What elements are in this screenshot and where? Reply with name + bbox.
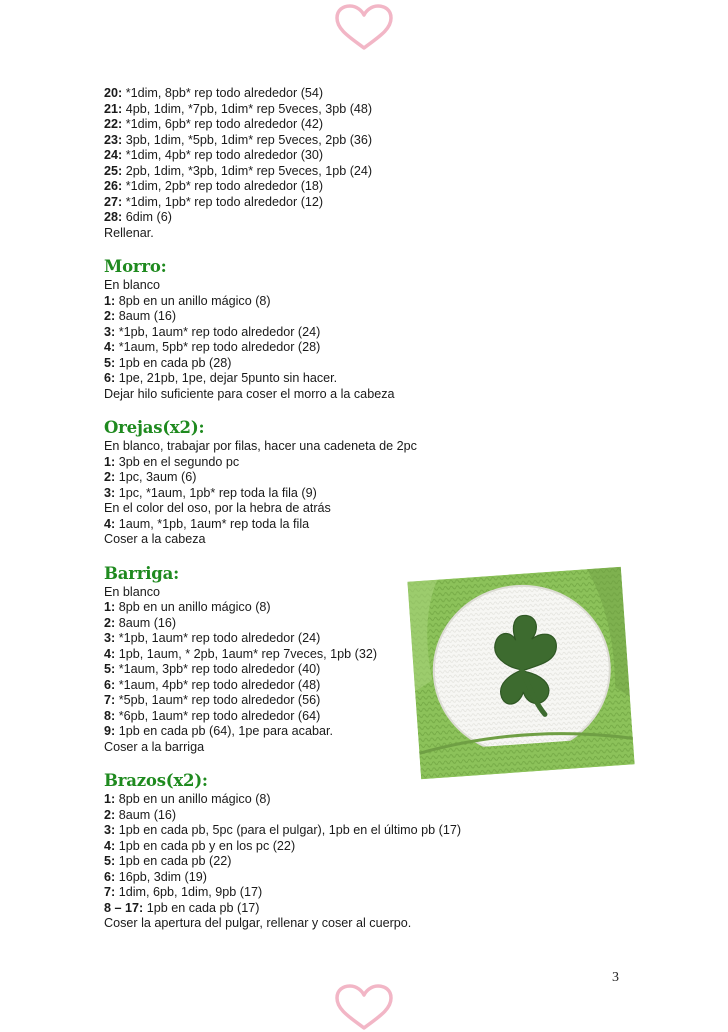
pattern-row <box>104 839 624 855</box>
section-title-brazos: Brazos(x2): <box>104 771 208 790</box>
row-instruction: *1aum, 3pb* rep todo alrededor (40) <box>115 662 321 676</box>
row-instruction: *1aum, 5pb* rep todo alrededor (28) <box>115 340 321 354</box>
section-title-orejas: Orejas(x2): <box>104 418 205 437</box>
pattern-row <box>104 486 624 502</box>
pattern-row <box>104 226 624 242</box>
row-instruction: 8pb en un anillo mágico (8) <box>115 600 271 614</box>
morro-rows <box>104 278 624 402</box>
pattern-row <box>104 792 624 808</box>
pattern-row <box>104 309 624 325</box>
row-instruction: 1pb en cada pb (22) <box>115 854 232 868</box>
row-instruction: 8pb en un anillo mágico (8) <box>115 293 271 308</box>
row-number: 3: <box>104 324 116 339</box>
heart-icon <box>331 2 397 52</box>
row-number: 2: <box>104 807 116 822</box>
row-instruction: 1pb en cada pb, 5pc (para el pulgar), 1pb en el último pb (17) <box>115 823 462 837</box>
row-instruction: 1dim, 6pb, 1dim, 9pb (17) <box>115 885 263 899</box>
row-number: 8: <box>104 708 116 723</box>
pattern-row <box>104 501 624 517</box>
pattern-row <box>104 854 624 870</box>
row-number: 2: <box>104 615 116 630</box>
row-instruction: 1aum, *1pb, 1aum* rep toda la fila <box>115 516 310 531</box>
pattern-row <box>104 210 624 226</box>
row-number: 1: <box>104 792 116 806</box>
row-instruction: Rellenar. <box>104 225 154 240</box>
section-title-barriga: Barriga: <box>104 563 180 583</box>
row-number: 26: <box>104 179 123 193</box>
pattern-row <box>104 371 624 387</box>
row-instruction: *1dim, 6pb* rep todo alrededor (42) <box>122 117 324 131</box>
pattern-row <box>104 870 624 886</box>
row-instruction: *6pb, 1aum* rep todo alrededor (64) <box>115 708 321 723</box>
row-instruction: 1pb, 1aum, * 2pb, 1aum* rep 7veces, 1pb (32) <box>115 646 378 661</box>
row-instruction: *5pb, 1aum* rep todo alrededor (56) <box>115 693 321 707</box>
row-instruction: En blanco, trabajar por filas, hacer una cadeneta de 2pc <box>104 439 417 453</box>
row-number: 4: <box>104 516 116 531</box>
row-number: 6: <box>104 677 116 692</box>
row-instruction: 3pb, 1dim, *5pb, 1dim* rep 5veces, 2pb (36) <box>122 132 373 147</box>
pattern-row <box>104 148 624 164</box>
row-number: 3: <box>104 823 116 837</box>
pattern-row <box>104 439 624 455</box>
row-instruction: En blanco <box>104 278 161 292</box>
shamrock-belly-photo <box>407 567 634 779</box>
row-number: 2: <box>104 309 116 323</box>
pattern-row <box>104 117 624 133</box>
row-instruction: *1pb, 1aum* rep todo alrededor (24) <box>115 631 321 645</box>
row-instruction: *1dim, 1pb* rep todo alrededor (12) <box>122 194 324 209</box>
row-instruction: 16pb, 3dim (19) <box>115 869 207 884</box>
row-number: 6: <box>104 869 116 884</box>
row-number: 22: <box>104 117 123 131</box>
pattern-row <box>104 901 624 917</box>
heart-icon <box>331 982 397 1032</box>
pattern-row <box>104 340 624 356</box>
pattern-row <box>104 470 624 486</box>
pattern-row <box>104 294 624 310</box>
pattern-row <box>104 885 624 901</box>
row-number: 9: <box>104 724 116 738</box>
brazos-rows <box>104 792 624 932</box>
row-number: 27: <box>104 194 123 209</box>
row-instruction: 2pb, 1dim, *3pb, 1dim* rep 5veces, 1pb (24) <box>122 163 373 178</box>
row-instruction: 8aum (16) <box>115 807 177 822</box>
pattern-row <box>104 278 624 294</box>
row-instruction: 8aum (16) <box>115 615 177 630</box>
row-number: 1: <box>104 293 116 308</box>
pattern-row <box>104 808 624 824</box>
row-instruction: 4pb, 1dim, *7pb, 1dim* rep 5veces, 3pb (48) <box>122 101 373 116</box>
row-instruction: En blanco <box>104 584 161 599</box>
pattern-row <box>104 356 624 372</box>
row-instruction: 1pb en cada pb (28) <box>115 355 232 370</box>
row-number: 4: <box>104 646 116 661</box>
pattern-row <box>104 387 624 403</box>
row-number: 28: <box>104 210 123 224</box>
section-title-morro: Morro: <box>104 257 167 276</box>
row-number: 3: <box>104 631 116 645</box>
row-instruction: 6dim (6) <box>122 210 172 224</box>
row-number: 3: <box>104 485 116 500</box>
row-number: 4: <box>104 340 116 354</box>
pattern-text <box>104 86 624 932</box>
row-instruction: 1pb en cada pb (17) <box>143 900 260 915</box>
pattern-row <box>104 164 624 180</box>
row-instruction: Coser a la cabeza <box>104 532 206 546</box>
row-number: 23: <box>104 132 123 147</box>
pattern-row <box>104 916 624 932</box>
pattern-row <box>104 195 624 211</box>
pattern-row <box>104 86 624 102</box>
row-number: 6: <box>104 371 116 385</box>
row-instruction: Coser a la barriga <box>104 739 205 754</box>
pattern-row <box>104 179 624 195</box>
row-instruction: 1pb en cada pb (64), 1pe para acabar. <box>115 724 333 738</box>
pattern-row <box>104 532 624 548</box>
row-instruction: *1dim, 2pb* rep todo alrededor (18) <box>122 179 324 193</box>
intro-rows <box>104 86 624 241</box>
row-number: 5: <box>104 854 116 868</box>
row-number: 5: <box>104 355 116 370</box>
row-instruction: *1pb, 1aum* rep todo alrededor (24) <box>115 324 321 339</box>
row-instruction: 1pc, *1aum, 1pb* rep toda la fila (9) <box>115 485 317 500</box>
pattern-row <box>104 517 624 533</box>
row-number: 7: <box>104 885 116 899</box>
row-number: 1: <box>104 600 116 614</box>
row-instruction: 3pb en el segundo pc <box>115 454 240 469</box>
row-instruction: *1dim, 4pb* rep todo alrededor (30) <box>122 148 324 162</box>
orejas-rows <box>104 439 624 548</box>
row-number: 1: <box>104 454 116 469</box>
pattern-row <box>104 455 624 471</box>
page-number: 3 <box>612 970 619 985</box>
row-number: 8 – 17: <box>104 900 144 915</box>
row-number: 20: <box>104 86 123 100</box>
row-number: 5: <box>104 662 116 676</box>
row-instruction: En el color del oso, por la hebra de atrás <box>104 501 331 515</box>
row-number: 7: <box>104 693 116 707</box>
row-number: 24: <box>104 148 123 162</box>
row-instruction: 1pc, 3aum (6) <box>115 470 197 484</box>
row-instruction: 1pe, 21pb, 1pe, dejar 5punto sin hacer. <box>115 371 338 385</box>
row-number: 25: <box>104 163 123 178</box>
row-instruction: Coser la apertura del pulgar, rellenar y coser al cuerpo. <box>104 916 412 930</box>
pattern-row <box>104 823 624 839</box>
row-instruction: 8pb en un anillo mágico (8) <box>115 792 271 806</box>
pattern-row <box>104 133 624 149</box>
row-instruction: Dejar hilo suficiente para coser el morro a la cabeza <box>104 386 395 401</box>
row-instruction: *1aum, 4pb* rep todo alrededor (48) <box>115 677 321 692</box>
row-instruction: *1dim, 8pb* rep todo alrededor (54) <box>122 86 324 100</box>
row-number: 2: <box>104 470 116 484</box>
row-instruction: 1pb en cada pb y en los pc (22) <box>115 838 296 853</box>
row-number: 4: <box>104 838 116 853</box>
row-number: 21: <box>104 101 123 116</box>
pattern-row <box>104 102 624 118</box>
row-instruction: 8aum (16) <box>115 309 177 323</box>
pattern-row <box>104 325 624 341</box>
